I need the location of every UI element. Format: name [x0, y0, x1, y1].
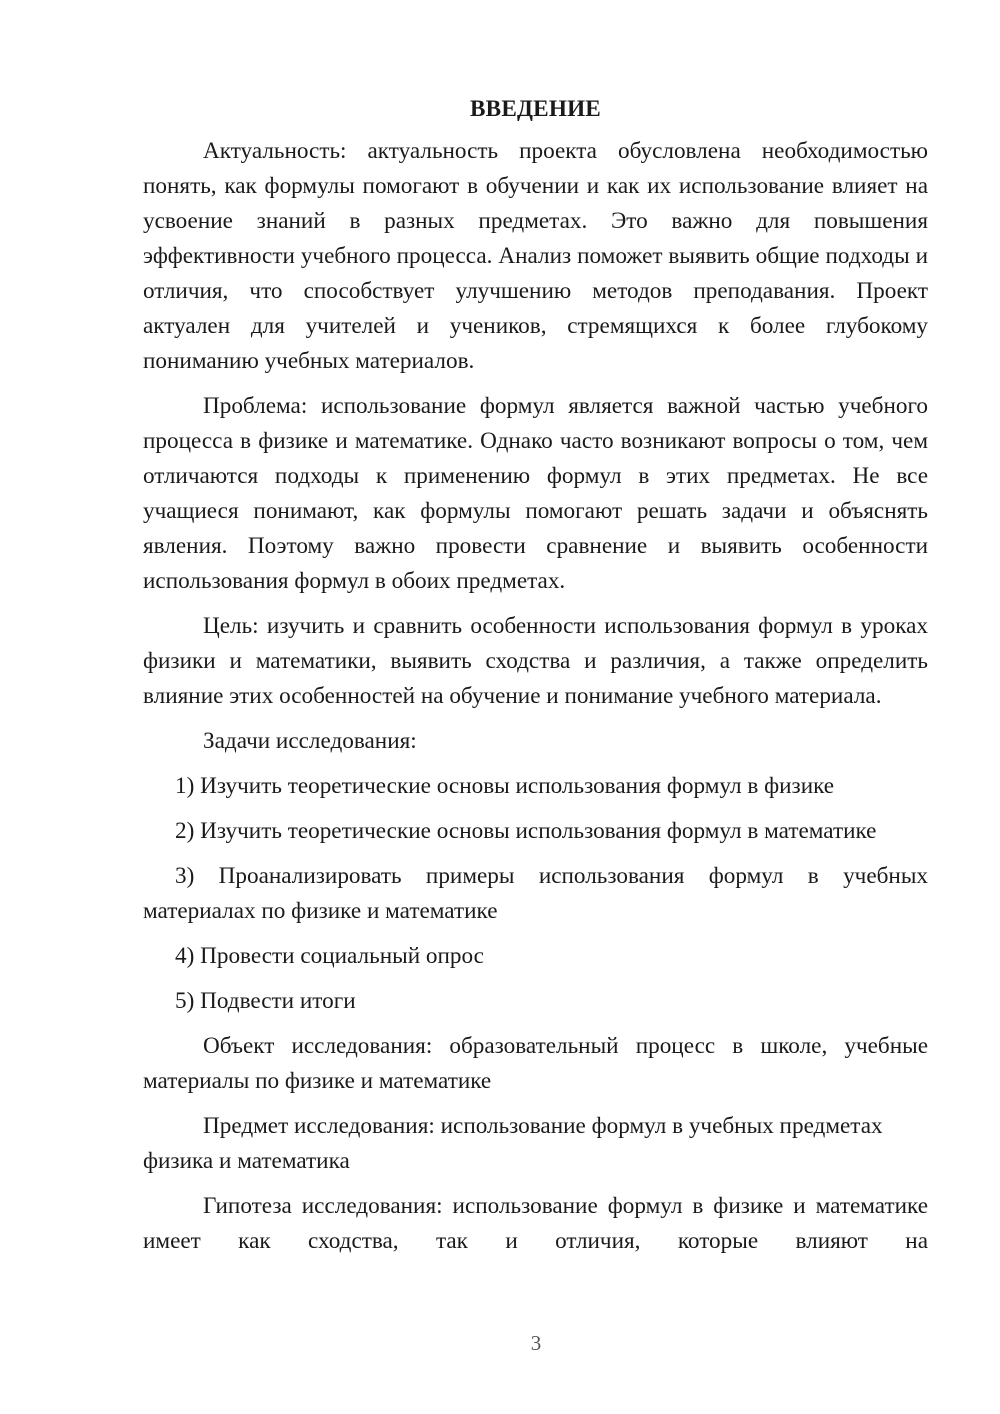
task-item-3: 3) Проанализировать примеры использования формул в учебных материалах по физике и математике [143, 863, 928, 924]
task-item-1: 1) Изучить теоретические основы использования формул в физике [175, 773, 835, 799]
page-number: 3 [530, 1331, 542, 1355]
goal-paragraph: Цель: изучить и сравнить особенности использования формул в уроках физики и математики, выявить сходства и различия, а также определить влияние этих особенностей на обучение и понимание учебного материала. [143, 613, 928, 709]
task-item-4: 4) Провести социальный опрос [175, 943, 484, 969]
relevance-paragraph: Актуальность: актуальность проекта обусловлена необходимостью понять, как формулы помогают в обучении и как их использование влияет на усвоение знаний в разных предметах. Это важно для повышения эффективности учебного процесса. Анализ поможет выявить общие подходы и отличия, что способствует улучшению методов преподавания. Проект актуален для учителей и учеников, стремящихся к более глубокому пониманию учебных материалов. [143, 138, 928, 374]
object-paragraph: Объект исследования: образовательный процесс в школе, учебные материалы по физике и математике [143, 1033, 928, 1094]
subject-paragraph: Предмет исследования: использование формул в учебных предметах физика и математика [143, 1113, 883, 1174]
hypothesis-paragraph: Гипотеза исследования: использование формул в физике и математике имеет как сходства, так и отличия, которые влияют на [143, 1193, 928, 1254]
problem-paragraph: Проблема: использование формул является важной частью учебного процесса в физике и математике. Однако часто возникают вопросы о том, чем отличаются подходы к применению формул в этих предметах. Не все учащиеся понимают, как формулы помогают решать задачи и объяснять явления. Поэтому важно провести сравнение и выявить особенности использования формул в обоих предметах. [143, 393, 928, 594]
section-title: ВВЕДЕНИЕ [470, 96, 601, 122]
tasks-heading: Задачи исследования: [203, 728, 417, 754]
document-page [143, 92, 928, 1269]
task-item-2: 2) Изучить теоретические основы использования формул в математике [175, 818, 877, 844]
task-item-5: 5) Подвести итоги [175, 988, 356, 1014]
